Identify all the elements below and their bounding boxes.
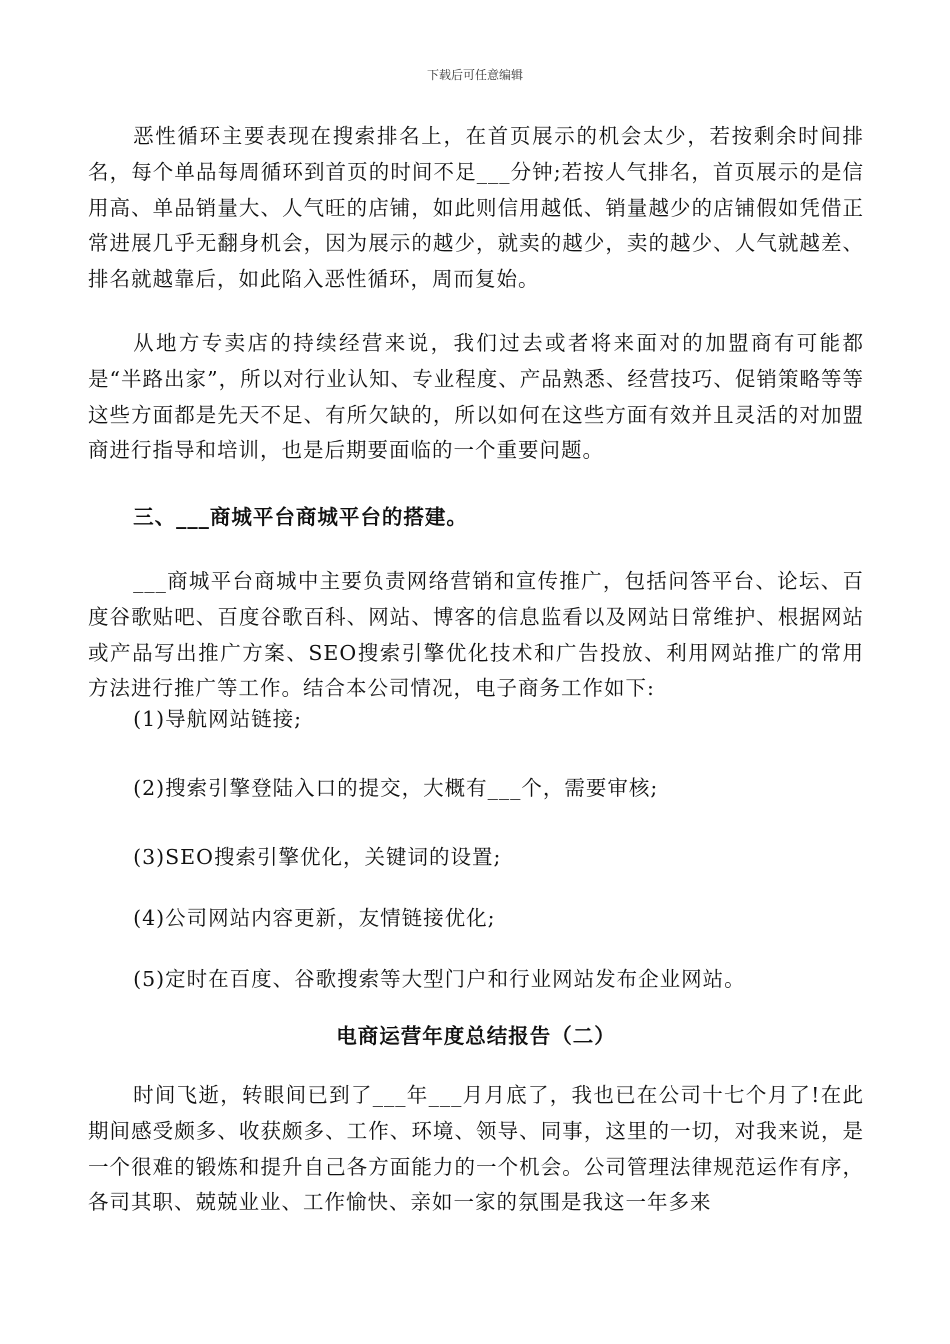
list-item-3-block (88, 840, 864, 876)
paragraph-4: 时间飞逝，转眼间已到了___年___月月底了，我也已在公司十七个月了!在此期间感受颇多、收获颇多、工作、环境、领导、同事，这里的一切，对我来说，是一个很难的锻炼和提升自己各方面能力的一个机会。公司管理法律规范运作有序，各司其职、兢兢业业、工作愉快、亲如一家的氛围是我这一年多来 (88, 1083, 864, 1215)
section-heading: 三、___商城平台商城平台的搭建。 (133, 505, 468, 529)
paragraph-3: ___商城平台商城中主要负责网络营销和宣传推广，包括问答平台、论坛、百度谷歌贴吧、百度谷歌百科、网站、博客的信息监看以及网站日常维护、根据网站或产品写出推广方案、SEO搜索引擎优化技术和广告投放、利用网站推广的常用方法进行推广等工作。结合本公司情况，电子商务工作如下: (88, 569, 864, 701)
list-item: (4)公司网站内容更新，友情链接优化; (133, 906, 496, 930)
paragraph-2: 从地方专卖店的持续经营来说，我们过去或者将来面对的加盟商有可能都是“半路出家”，所以对行业认知、专业程度、产品熟悉、经营技巧、促销策略等等这些方面都是先天不足、有所欠缺的，所以如何在这些方面有效并且灵活的对加盟商进行指导和培训，也是后期要面临的一个重要问题。 (88, 331, 864, 463)
list-item-5-block (88, 962, 864, 998)
page-header: 下载后可任意编辑 (426, 68, 523, 82)
title-2-block (88, 1019, 864, 1055)
list-item-4-block (88, 901, 864, 937)
list-item: (1)导航网站链接; (133, 707, 303, 731)
paragraph-1: 恶性循环主要表现在搜索排名上，在首页展示的机会太少，若按剩余时间排名，每个单品每周循环到首页的时间不足___分钟;若按人气排名，首页展示的是信用高、单品销量大、人气旺的店铺，如此则信用越低、销量越少的店铺假如凭借正常进展几乎无翻身机会，因为展示的越少，就卖的越少，卖的越少、人气就越差、排名就越靠后，如此陷入恶性循环，周而复始。 (88, 124, 864, 292)
paragraph-4-block (88, 1078, 864, 1221)
list-item: (2)搜索引擎登陆入口的提交，大概有___个，需要审核; (133, 776, 659, 800)
list-item: (3)SEO搜索引擎优化，关键词的设置; (133, 845, 502, 869)
paragraph-1-block (88, 119, 864, 298)
section-heading-block (88, 500, 864, 536)
list-item: (5)定时在百度、谷歌搜索等大型门户和行业网站发布企业网站。 (133, 967, 746, 991)
section-title: 电商运营年度总结报告（二） (336, 1024, 616, 1048)
list-item-1-block (88, 702, 864, 738)
list-item-2-block (88, 771, 864, 807)
paragraph-2-block (88, 326, 864, 469)
paragraph-3-block (88, 564, 864, 707)
